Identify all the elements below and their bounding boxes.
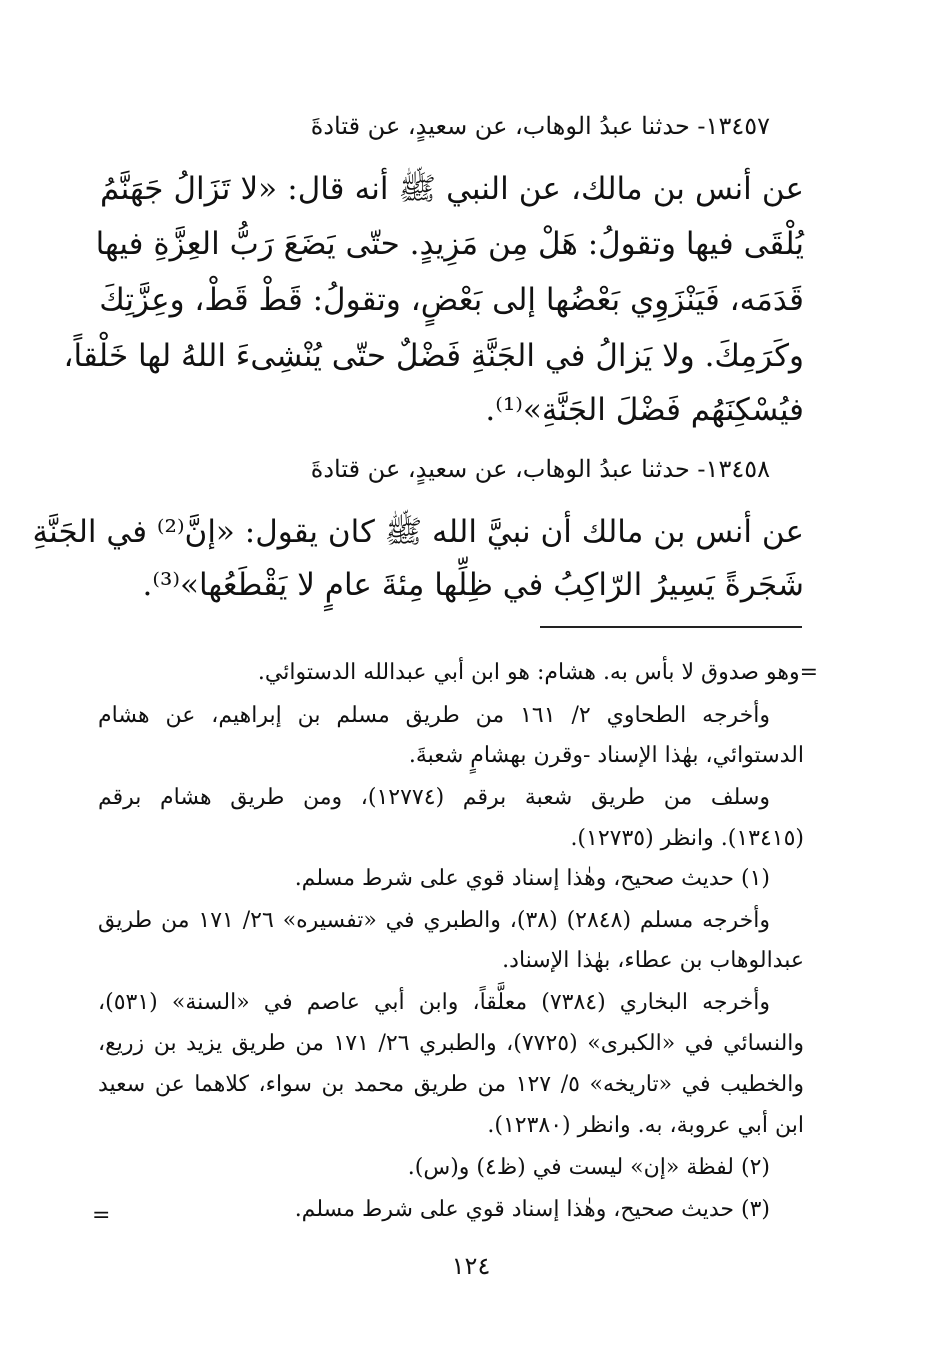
hadith-heading: ١٣٤٥٨- حدثنا عبدُ الوهاب، عن سعيدٍ، عن قتادةَ — [310, 455, 770, 483]
footnote-line: والنسائي في «الكبرى» (٧٧٢٥)، والطبري ٢٦/ ١٧١ من طريق يزيد بن زريع، — [98, 1031, 805, 1056]
hadith-heading: ١٣٤٥٧- حدثنا عبدُ الوهاب، عن سعيدٍ، عن قتادةَ — [310, 112, 770, 140]
footnote-line: الدستوائي، بهٰذا الإسناد -وقرن بهشامٍ شعبةَ. — [408, 743, 804, 768]
hadith-line: فيُسْكِنَهُم فَضْلَ الجَنَّةِ»⁽¹⁾. — [485, 392, 804, 428]
continuation-mark: = — [92, 1203, 111, 1228]
hadith-line: شَجَرةً يَسِيرُ الرّاكِبُ في ظِلِّها مِئةَ عامٍ لا يَقْطَعُها»⁽³⁾. — [142, 567, 804, 603]
footnote-line: (٢) لفظة «إن» ليست في (ظ٤) و(س). — [407, 1155, 770, 1180]
footnote-line: وأخرجه البخاري (٧٣٨٤) معلَّقاً، وابن أبي عاصم في «السنة» (٥٣١)، — [98, 990, 770, 1015]
hadith-line: وكَرَمِكَ. ولا يَزالُ في الجَنَّةِ فَضْلٌ حتّى يُنْشِىءَ اللهُ لها خَلْقاً، — [63, 338, 804, 374]
page-number: ١٢٤ — [451, 1252, 491, 1280]
hadith-line: عن أنس بن مالك، عن النبي ﷺ أنه قال: «لا تَزَالُ جَهَنَّمُ — [100, 171, 804, 207]
footnote-line: وسلف من طريق شعبة برقم (١٢٧٧٤)، ومن طريق هشام برقم — [98, 785, 771, 810]
footnote-line: (٣) حديث صحيح، وهٰذا إسناد قوي على شرط مسلم. — [294, 1197, 770, 1222]
footnote-line: (١) حديث صحيح، وهٰذا إسناد قوي على شرط مسلم. — [294, 866, 770, 891]
footnote-line: عبدالوهاب بن عطاء، بهٰذا الإسناد. — [502, 948, 804, 973]
footnote-line: =وهو صدوق لا بأس به. هشام: هو ابن أبي عبدالله الدستوائي. — [257, 660, 818, 685]
hadith-line: عن أنس بن مالك أن نبيَّ الله ﷺ كان يقول: «إنَّ⁽²⁾ في الجَنَّةِ — [32, 514, 804, 550]
footnote-line: والخطيب في «تاريخه» ٥/ ١٢٧ من طريق محمد بن سواء، كلاهما عن سعيد — [98, 1072, 804, 1097]
footnote-line: وأخرجه مسلم (٢٨٤٨) (٣٨)، والطبري في «تفسيره» ٢٦/ ١٧١ من طريق — [98, 908, 770, 933]
footnote-line: وأخرجه الطحاوي ٢/ ١٦١ من طريق مسلم بن إبراهيم، عن هشام — [98, 703, 771, 728]
footnote-line: ابن أبي عروبة، به. وانظر (١٢٣٨٠). — [487, 1113, 804, 1138]
footnote-separator — [540, 626, 802, 628]
hadith-line: يُلْقَى فيها وتقولُ: هَلْ مِن مَزِيدٍ. حتّى يَضَعَ رَبُّ العِزَّةِ فيها — [95, 226, 804, 262]
footnote-line: (١٣٤١٥). وانظر (١٢٧٣٥). — [570, 826, 804, 851]
hadith-line: قَدَمَه، فَيَنْزَوِي بَعْضُها إلى بَعْضٍ، وتقولُ: قَطْ قَطْ، وعِزَّتِكَ — [99, 282, 804, 318]
